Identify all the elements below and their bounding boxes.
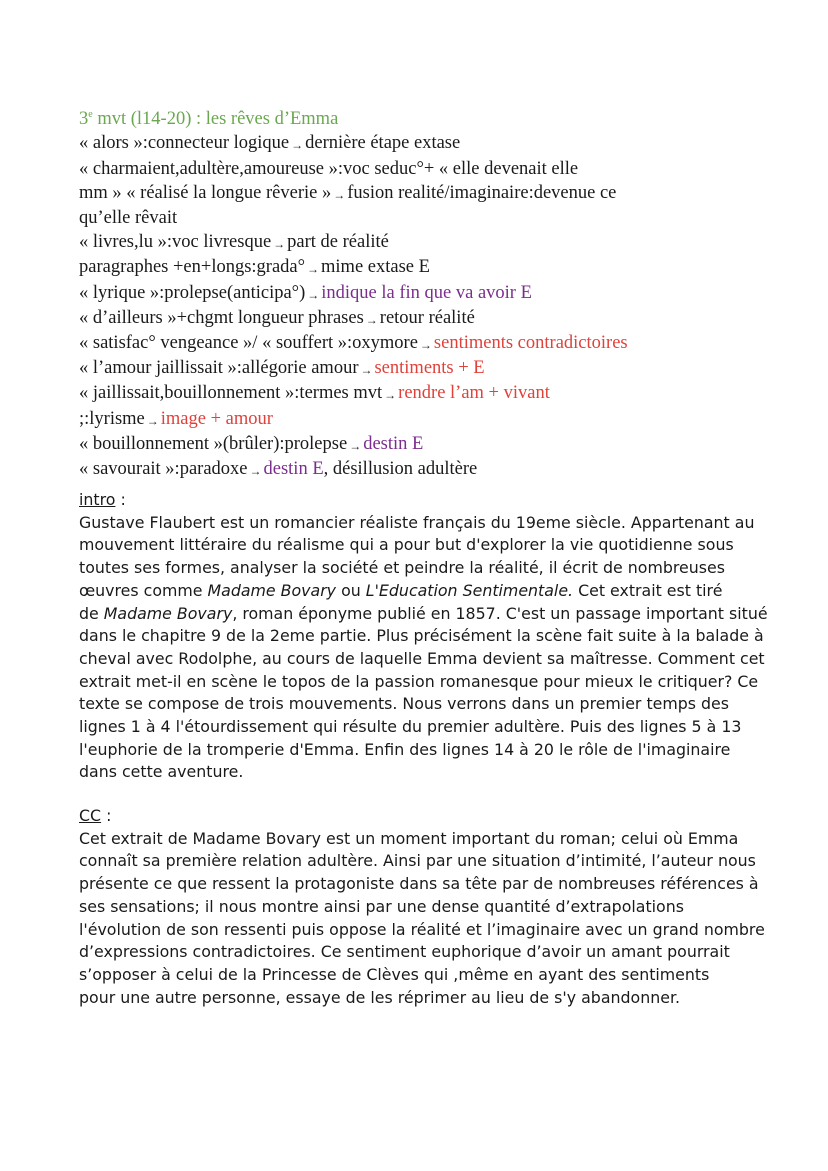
cc-line: [79, 987, 779, 1010]
note-text: « l’amour jaillissait »:allégorie amour: [79, 358, 359, 379]
notes-heading: [79, 103, 779, 131]
book-title: Madame Bovary: [207, 580, 337, 600]
note-text: « alors »:connecteur logique: [79, 133, 290, 154]
note-text: « d’ailleurs »+chgmt longueur phrases: [79, 307, 364, 328]
cc-line: [79, 828, 779, 851]
note-text: « jaillissait,bouillonnement »:termes mvt: [79, 383, 383, 404]
note-text: paragraphes +en+longs:grada°: [79, 257, 306, 278]
paragraph-text: cheval avec Rodolphe, au cours de laquelle Emma devient sa maîtresse. Comment cet: [79, 648, 765, 668]
paragraph-text: mouvement littéraire du réalisme qui a pour but d'explorer la vie quotidienne sous: [79, 535, 734, 555]
note-line: [79, 181, 779, 206]
note-highlight: destin E: [263, 459, 324, 479]
cc-paragraph: [79, 828, 779, 1010]
note-line: [79, 131, 779, 156]
arrow-icon: →: [307, 287, 320, 302]
note-text: dernière étape extase: [305, 133, 461, 154]
paragraph-text: ou: [336, 580, 366, 600]
intro-heading: [79, 489, 779, 512]
paragraph-text: dans cette aventure.: [79, 762, 244, 782]
note-text: « livres,lu »:voc livresque: [79, 232, 272, 253]
book-title: Madame Bovary: [103, 603, 233, 623]
intro-line: [79, 512, 779, 535]
note-line: [79, 407, 779, 432]
intro-label: intro: [79, 490, 116, 509]
note-highlight: rendre l’am + vivant: [398, 383, 550, 404]
cc-line: [79, 850, 779, 873]
note-line: [79, 331, 779, 356]
note-text: retour réalité: [379, 307, 475, 328]
note-line: [79, 206, 779, 230]
arrow-icon: →: [349, 438, 362, 453]
heading-text: mvt (l14-20) : les rêves d’Emma: [92, 109, 339, 130]
notes-lines: [79, 131, 779, 482]
intro-line: [79, 761, 779, 784]
note-text: , désillusion adultère: [323, 459, 478, 479]
arrow-icon: →: [146, 413, 159, 428]
note-text: fusion realité/imaginaire:devenue ce: [347, 182, 617, 203]
intro-paragraph: [79, 512, 779, 784]
note-highlight: indique la fin que va avoir E: [321, 282, 532, 303]
note-line: [79, 432, 779, 457]
intro-line: [79, 580, 779, 603]
intro-line: [79, 693, 779, 716]
cc-line: [79, 896, 779, 919]
note-line: [79, 281, 779, 306]
arrow-icon: →: [333, 187, 346, 202]
paragraph-text: de: [79, 603, 104, 623]
note-text: « bouillonnement »(brûler):prolepse: [79, 433, 348, 454]
notes-block: [79, 103, 779, 482]
intro-line: [79, 739, 779, 762]
note-highlight: destin E: [363, 433, 424, 454]
cc-line: [79, 873, 779, 896]
arrow-icon: →: [365, 312, 378, 327]
intro-line: [79, 625, 779, 648]
intro-line: [79, 648, 779, 671]
paragraph-text: , roman éponyme publié en 1857. C'est un passage important situé: [232, 603, 768, 623]
note-line: [79, 157, 779, 181]
arrow-icon: →: [273, 237, 286, 252]
note-line: [79, 457, 779, 482]
paragraph-text: texte se compose de trois mouvements. Nous verrons dans un premier temps des: [79, 694, 730, 714]
arrow-icon: →: [249, 464, 262, 478]
cc-line: [79, 964, 779, 987]
cc-line: [79, 941, 779, 964]
intro-line: [79, 671, 779, 694]
cc-label: CC: [79, 806, 102, 825]
heading-superscript: e: [88, 109, 93, 120]
note-text: « lyrique »:prolepse(anticipa°): [79, 282, 306, 303]
arrow-icon: →: [419, 337, 432, 352]
note-line: [79, 230, 779, 255]
paragraph-text: présente ce que ressent la protagoniste dans sa tête par de nombreuses références à: [79, 874, 759, 894]
note-line: [79, 356, 779, 381]
note-text: « charmaient,adultère,amoureuse »:voc seduc°+ « elle devenait elle: [79, 158, 579, 179]
intro-line: [79, 716, 779, 739]
note-line: [79, 381, 779, 406]
note-highlight: sentiments contradictoires: [433, 332, 628, 353]
arrow-icon: →: [360, 363, 373, 378]
paragraph-text: toutes ses formes, analyser la société et peindre la réalité, il écrit de nombreuses: [79, 558, 725, 578]
paragraph-text: d’expressions contradictoires. Ce sentiment euphorique d’avoir un amant pourrait: [79, 942, 730, 962]
paragraph-text: connaît sa première relation adultère. Ainsi par une situation d’intimité, l’auteur nous: [79, 851, 756, 871]
note-text: mm » « réalisé la longue rêverie »: [79, 182, 332, 203]
paragraph-text: lignes 1 à 4 l'étourdissement qui résulte du premier adultère. Puis des lignes 5 à 13: [79, 717, 742, 737]
heading-number: 3: [79, 109, 89, 130]
intro-line: [79, 534, 779, 557]
paragraph-text: l'évolution de son ressenti puis oppose la réalité et l’imaginaire avec un grand nombre: [79, 919, 765, 939]
note-text: « satisfac° vengeance »/ « souffert »:oxymore: [79, 332, 418, 353]
book-title: L'Education Sentimentale.: [365, 580, 574, 600]
cc-line: [79, 919, 779, 942]
note-highlight: sentiments + E: [374, 358, 485, 379]
cc-section: [79, 805, 779, 1009]
intro-line: [79, 557, 779, 580]
note-text: « savourait »:paradoxe: [79, 459, 248, 479]
note-text: mime extase E: [321, 257, 430, 278]
paragraph-text: Cet extrait est tiré: [573, 580, 723, 600]
arrow-icon: →: [291, 138, 304, 153]
note-line: [79, 255, 779, 280]
paragraph-text: dans le chapitre 9 de la 2eme partie. Plus précisément la scène fait suite à la balade à: [79, 626, 764, 646]
paragraph-text: extrait met-il en scène le topos de la passion romanesque pour mieux le critiquer? Ce: [79, 671, 759, 691]
intro-section: [79, 489, 779, 784]
note-text: part de réalité: [287, 232, 389, 253]
paragraph-text: Cet extrait de Madame Bovary est un moment important du roman; celui où Emma: [79, 828, 739, 848]
paragraph-text: pour une autre personne, essaye de les réprimer au lieu de s'y abandonner.: [79, 987, 681, 1007]
paragraph-text: s’opposer à celui de la Princesse de Clèves qui ,même en ayant des sentiments: [79, 964, 710, 984]
note-text: qu’elle rêvait: [79, 207, 178, 228]
note-highlight: image + amour: [160, 408, 273, 429]
note-line: [79, 306, 779, 331]
paragraph-text: Gustave Flaubert est un romancier réaliste français du 19eme siècle. Appartenant au: [79, 512, 755, 532]
arrow-icon: →: [307, 262, 320, 277]
cc-label-suffix: :: [101, 806, 112, 825]
intro-label-suffix: :: [115, 490, 126, 509]
paragraph-text: œuvres comme: [79, 580, 208, 600]
arrow-icon: →: [384, 388, 397, 403]
paragraph-text: l'euphorie de la tromperie d'Emma. Enfin des lignes 14 à 20 le rôle de l'imaginaire: [79, 739, 731, 759]
paragraph-text: ses sensations; il nous montre ainsi par une dense quantité d’extrapolations: [79, 896, 684, 916]
intro-line: [79, 603, 779, 626]
cc-heading: [79, 805, 779, 828]
note-text: ;:lyrisme: [79, 408, 145, 429]
